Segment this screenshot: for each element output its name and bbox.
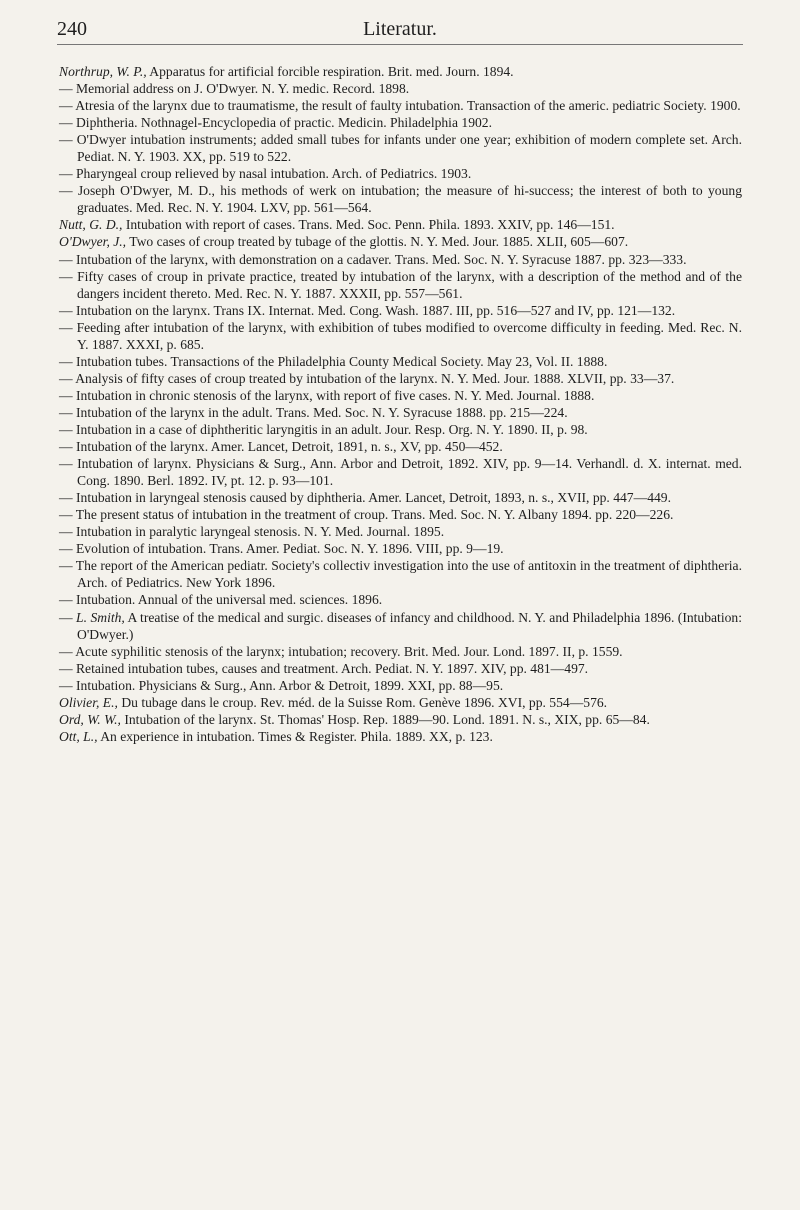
page-header: [57, 18, 743, 45]
entry-author: Nutt, G. D.,: [59, 217, 123, 233]
entry-text: — Feeding after intubation of the larynx, with exhibition of tubes modified to overcome difficulty in feeding. Med. Rec. N. Y. 1887. XXXI, p. 685.: [59, 319, 742, 352]
bibliography-entry: [59, 268, 742, 302]
entry-text: — O'Dwyer intubation instruments; added small tubes for infants under one year; exhibition of modern complete set. Arch. Pediat. N. Y. 1903. XX, pp. 519 to 522.: [59, 132, 742, 165]
entry-text: — Atresia of the larynx due to traumatisme, the result of faulty intubation. Transaction of the americ. pediatric Society. 1900.: [59, 98, 741, 114]
bibliography-entry: [59, 523, 742, 540]
bibliography-entry: [59, 182, 742, 216]
bibliography-entry: [59, 643, 742, 660]
page-number: 240: [57, 18, 87, 40]
bibliography-entry: [59, 131, 742, 165]
entry-text: — Intubation in chronic stenosis of the larynx, with report of five cases. N. Y. Med. Journal. 1888.: [59, 387, 595, 403]
bibliography-entry: [59, 694, 742, 711]
entry-text: — Intubation of the larynx. Amer. Lancet, Detroit, 1891, n. s., XV, pp. 450—452.: [59, 439, 503, 455]
entry-text: — Retained intubation tubes, causes and treatment. Arch. Pediat. N. Y. 1897. XIV, pp. 481—497.: [59, 660, 589, 676]
entry-text: — The report of the American pediatr. Society's collectiv investigation into the use of antitoxin in the treatment of diphtheria. Arch. of Pediatrics. New York 1896.: [59, 558, 742, 591]
bibliography-entry: [59, 302, 742, 319]
entry-text: — Intubation tubes. Transactions of the Philadelphia County Medical Society. May 23, Vol. II. 1888.: [59, 353, 608, 369]
entry-text: Two cases of croup treated by tubage of the glottis. N. Y. Med. Jour. 1885. XLII, 605—607.: [129, 234, 629, 250]
running-title: Literatur.: [363, 18, 437, 40]
bibliography-entry: [59, 353, 742, 370]
bibliography-entry: [59, 165, 742, 182]
bibliography-entry: [59, 370, 742, 387]
entry-text: Apparatus for artificial forcible respiration. Brit. med. Journ. 1894.: [149, 64, 514, 79]
entry-author: O'Dwyer, J.,: [59, 234, 127, 250]
bibliography-entry: [59, 97, 742, 114]
entry-cited-author: L. Smith,: [76, 609, 125, 625]
entry-text: — Intubation. Annual of the universal med. sciences. 1896.: [59, 592, 383, 608]
bibliography-entry: [59, 438, 742, 455]
bibliography-entry: [59, 421, 742, 438]
bibliography-entry: [59, 216, 742, 233]
entry-text: — Memorial address on J. O'Dwyer. N. Y. medic. Record. 1898.: [59, 81, 410, 97]
bibliography-entry: [59, 591, 742, 608]
entry-text: — Acute syphilitic stenosis of the larynx; intubation; recovery. Brit. Med. Jour. Lond. 1897. II, p. 1559.: [59, 643, 623, 659]
entry-text: — Intubation in paralytic laryngeal stenosis. N. Y. Med. Journal. 1895.: [59, 524, 445, 540]
entry-text: — The present status of intubation in the treatment of croup. Trans. Med. Soc. N. Y. Albany 1894. pp. 220—226.: [59, 507, 674, 523]
entry-author: Ott, L.,: [59, 728, 98, 744]
entry-text: Intubation of the larynx. St. Thomas' Hosp. Rep. 1889—90. Lond. 1891. N. s., XIX, pp. 65—84.: [124, 711, 650, 727]
entry-text: — Intubation in a case of diphtheritic laryngitis in an adult. Jour. Resp. Org. N. Y. 1890. II, p. 98.: [59, 421, 588, 437]
entry-text: — Analysis of fifty cases of croup treated by intubation of the larynx. N. Y. Med. Jour. 1888. XLVII, pp. 33—37.: [59, 370, 675, 386]
bibliography-entry: [59, 233, 742, 250]
entry-text: — Evolution of intubation. Trans. Amer. Pediat. Soc. N. Y. 1896. VIII, pp. 9—19.: [59, 541, 504, 557]
bibliography-entry: [59, 251, 742, 268]
entry-text: An experience in intubation. Times & Register. Phila. 1889. XX, p. 123.: [100, 728, 493, 744]
entry-author: Northrup, W. P.,: [59, 64, 147, 79]
bibliography-entry: [59, 404, 742, 421]
bibliography-entry: [59, 80, 742, 97]
entry-author: Olivier, E.,: [59, 694, 118, 710]
bibliography-entry: [59, 114, 742, 131]
entry-text: Du tubage dans le croup. Rev. méd. de la Suisse Rom. Genève 1896. XVI, pp. 554—576.: [121, 694, 608, 710]
bibliography-entry: [59, 557, 742, 591]
bibliography-entry: [59, 711, 742, 728]
entry-text: — Intubation of the larynx, with demonstration on a cadaver. Trans. Med. Soc. N. Y. Syracuse 1887. pp. 323—333.: [59, 251, 687, 267]
bibliography-entry: [59, 455, 742, 489]
entry-text: — Intubation of the larynx in the adult. Trans. Med. Soc. N. Y. Syracuse 1888. pp. 215—224.: [59, 404, 568, 420]
entry-text: — Fifty cases of croup in private practice, treated by intubation of the larynx, with a description of the method and of the dangers incident thereto. Med. Rec. N. Y. 1887. XXXII, pp. 557—561.: [59, 268, 742, 301]
bibliography-entry: [59, 677, 742, 694]
entry-text: Intubation with report of cases. Trans. Med. Soc. Penn. Phila. 1893. XXIV, pp. 146—151.: [125, 217, 615, 233]
entry-text: — Intubation. Physicians & Surg., Ann. Arbor & Detroit, 1899. XXI, pp. 88—95.: [59, 677, 504, 693]
bibliography-entry: [59, 63, 742, 80]
bibliography-entry: [59, 387, 742, 404]
bibliography-entry: [59, 728, 742, 745]
entry-text: — Intubation on the larynx. Trans IX. Internat. Med. Cong. Wash. 1887. III, pp. 516—527 and IV, pp. 121—132.: [59, 302, 676, 318]
entry-text: — Joseph O'Dwyer, M. D., his methods of werk on intubation; the measure of hi-success; the interest of both to young graduates. Med. Rec. N. Y. 1904. LXV, pp. 561—564.: [59, 183, 742, 216]
entry-text: — Diphtheria. Nothnagel-Encyclopedia of practic. Medicin. Philadelphia 1902.: [59, 115, 492, 131]
bibliography-entry: [59, 319, 742, 353]
entry-text: — Intubation in laryngeal stenosis caused by diphtheria. Amer. Lancet, Detroit, 1893, n. s., XVII, pp. 447—449.: [59, 490, 671, 506]
entry-author: Ord, W. W.,: [59, 711, 121, 727]
bibliography-entry: [59, 506, 742, 523]
bibliography-entry: [59, 540, 742, 557]
bibliography-entry: — L. Smith, A treatise of the medical and surgic. diseases of infancy and childhood. N. Y. and Philadelphia 1896. (Intubation: O'Dwyer.): [59, 609, 742, 642]
entry-text: — Pharyngeal croup relieved by nasal intubation. Arch. of Pediatrics. 1903.: [59, 166, 472, 182]
bibliography-entry: [59, 489, 742, 506]
entry-text: A treatise of the medical and surgic. diseases of infancy and childhood. N. Y. and Philadelphia 1896. (Intubation: O'Dwyer.): [77, 609, 742, 642]
bibliography-entry: [59, 660, 742, 677]
entry-text: — Intubation of larynx. Physicians & Surg., Ann. Arbor and Detroit, 1892. XIV, pp. 9—14. Verhandl. d. X. internat. med. Cong. 1890. Berl. 1892. IV, pt. 12. p. 93—101.: [59, 456, 742, 489]
bibliography-list: [59, 63, 742, 745]
